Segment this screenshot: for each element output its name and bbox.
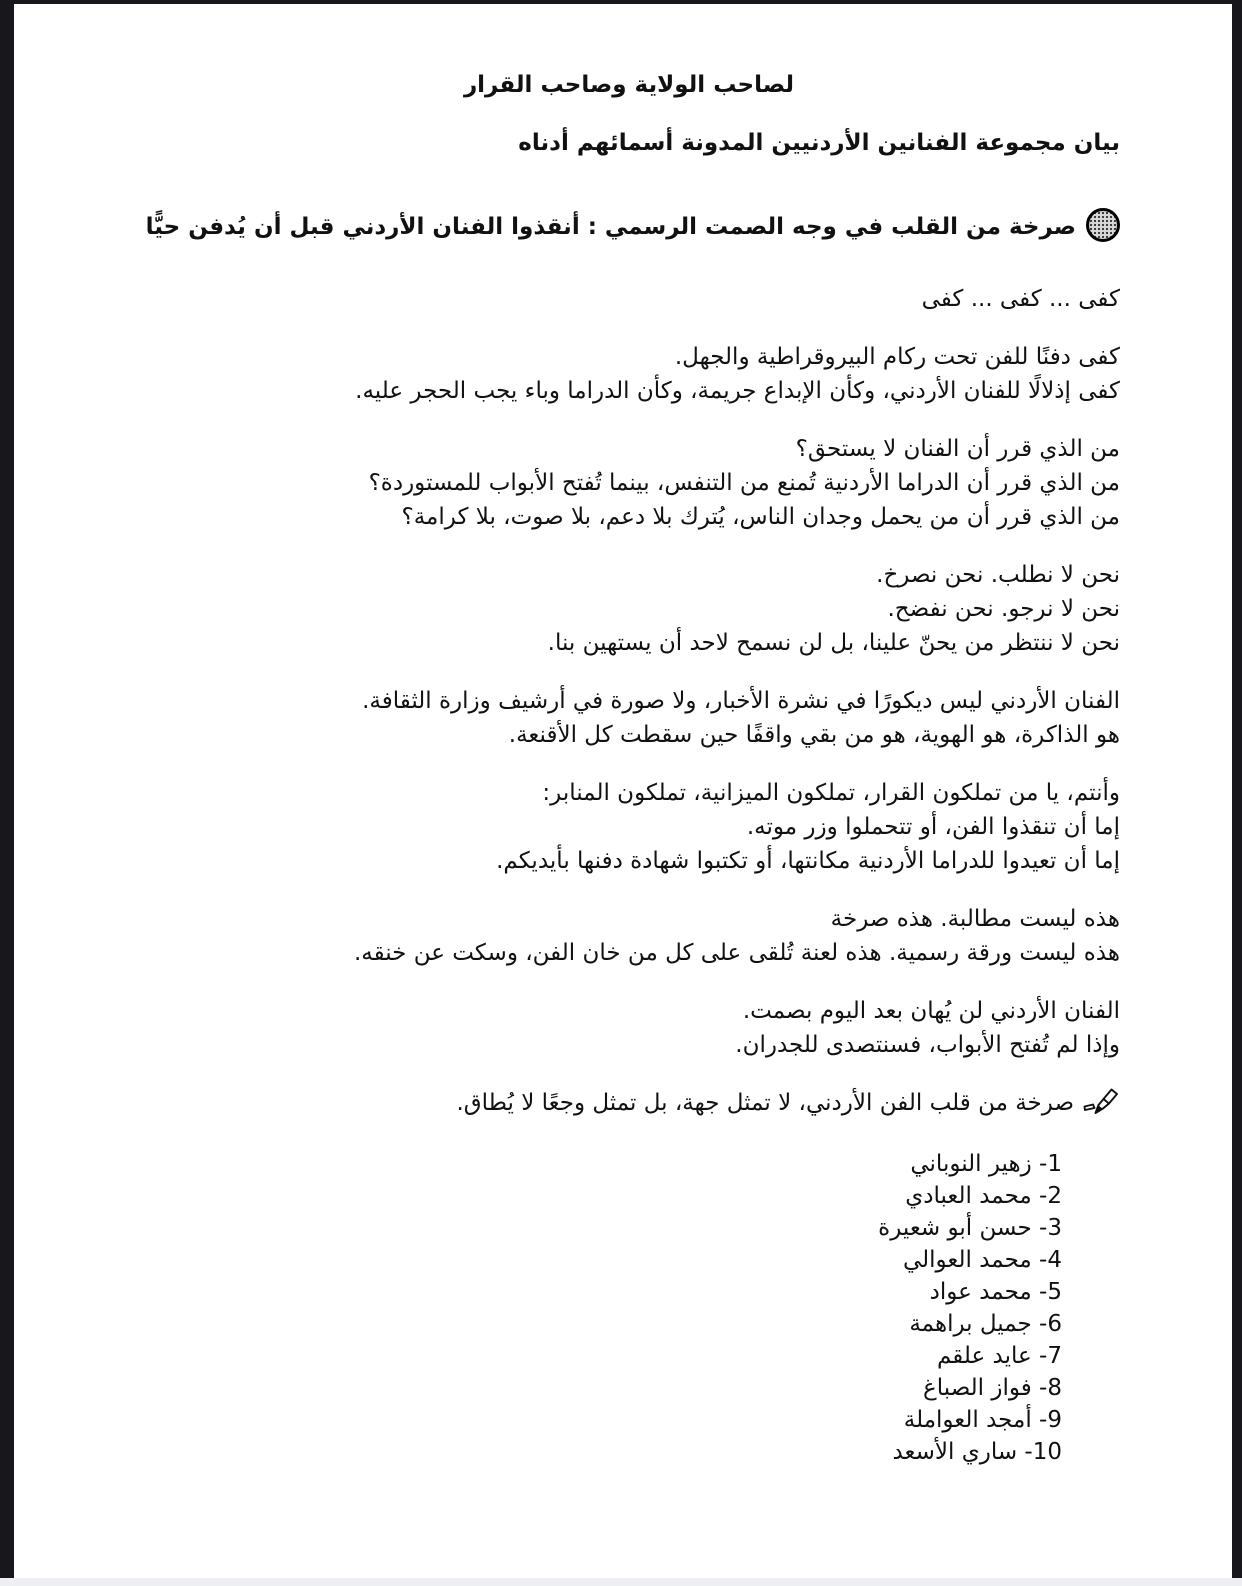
signatory-row: 4- محمد العوالي [902, 1247, 1062, 1273]
signatory-row: 3- حسن أبو شعيرة [878, 1215, 1062, 1241]
statement-body [14, 4, 1232, 1468]
signatory-row: 9- أمجد العواملة [903, 1407, 1062, 1433]
paragraph [110, 282, 1120, 316]
paragraph [110, 684, 1120, 752]
paragraph-line: من الذي قرر أن الفنان لا يستحق؟ [795, 436, 1120, 462]
paragraph [110, 776, 1120, 878]
paragraph [110, 994, 1120, 1062]
signatory-row: 10- ساري الأسعد [892, 1439, 1062, 1465]
signature-line [110, 1086, 1120, 1126]
paragraph-line: إما أن تنقذوا الفن، أو تتحملوا وزر موته. [746, 814, 1120, 840]
paragraph-line: الفنان الأردني لن يُهان بعد اليوم بصمت. [742, 998, 1120, 1024]
paragraph-line: هذه ليست ورقة رسمية. هذه لعنة تُلقى على كل من خان الفن، وسكت عن خنقه. [353, 940, 1120, 966]
signatories-list [110, 1148, 1062, 1468]
headline-text: صرخة من القلب في وجه الصمت الرسمي : أنقذوا الفنان الأردني قبل أن يُدفن حيًّا [145, 214, 1076, 240]
body-paragraphs [110, 282, 1120, 1062]
paragraph-line: وإذا لم تُفتح الأبواب، فسنتصدى للجدران. [735, 1032, 1120, 1058]
paragraph-line: نحن لا ننتظر من يحنّ علينا، بل لن نسمح لاحد أن يستهين بنا. [547, 630, 1120, 656]
paragraph-line: الفنان الأردني ليس ديكورًا في نشرة الأخبار، ولا صورة في أرشيف وزارة الثقافة. [362, 688, 1120, 714]
document-page [14, 4, 1232, 1578]
paragraph [110, 902, 1120, 970]
paragraph-line: وأنتم، يا من تملكون القرار، تملكون الميزانية، تملكون المنابر: [542, 780, 1120, 806]
signatory-row: 8- فواز الصباغ [923, 1375, 1062, 1401]
paragraph [110, 432, 1120, 534]
signature-text: صرخة من قلب الفن الأردني، لا تمثل جهة، بل تمثل وجعًا لا يُطاق. [456, 1090, 1074, 1116]
salutation-line: لصاحب الولاية وصاحب القرار [463, 72, 795, 98]
paragraph-line: كفى إذلالًا للفنان الأردني، وكأن الإبداع جريمة، وكأن الدراما وباء يجب الحجر عليه. [355, 378, 1120, 404]
scan-bottom-strip [0, 1578, 1242, 1586]
paragraph-line: هذه ليست مطالبة. هذه صرخة [830, 906, 1120, 932]
paragraph [110, 558, 1120, 660]
paragraph-line: كفى ... كفى ... كفى [921, 286, 1120, 312]
paragraph-line: من الذي قرر أن الدراما الأردنية تُمنع من التنفس، بينما تُفتح الأبواب للمستوردة؟ [368, 470, 1120, 496]
headline-line [110, 208, 1120, 244]
signatory-row: 2- محمد العبادي [905, 1183, 1062, 1209]
paragraph-line: نحن لا نرجو. نحن نفضح. [887, 596, 1120, 622]
paragraph-line: كفى دفنًا للفن تحت ركام البيروقراطية والجهل. [674, 344, 1120, 370]
statement-subtitle: بيان مجموعة الفنانين الأردنيين المدونة أسمائهم أدناه [518, 130, 1120, 156]
signatory-row: 7- عايد علقم [936, 1343, 1062, 1369]
paragraph-line: إما أن تعيدوا للدراما الأردنية مكانتها، أو تكتبوا شهادة دفنها بأيديكم. [496, 848, 1120, 874]
paragraph-line: نحن لا نطلب. نحن نصرخ. [876, 562, 1120, 588]
paragraph [110, 340, 1120, 408]
signatory-row: 5- محمد عواد [929, 1279, 1062, 1305]
writing-hand-icon [1082, 1086, 1120, 1126]
filled-circle-icon [1086, 208, 1120, 242]
paragraph-line: من الذي قرر أن من يحمل وجدان الناس، يُترك بلا دعم، بلا صوت، بلا كرامة؟ [401, 504, 1120, 530]
paragraph-line: هو الذاكرة، هو الهوية، هو من بقي واقفًا حين سقطت كل الأقنعة. [508, 722, 1120, 748]
signatory-row: 6- جميل براهمة [909, 1311, 1062, 1337]
signatory-row: 1- زهير النوباني [910, 1151, 1062, 1177]
